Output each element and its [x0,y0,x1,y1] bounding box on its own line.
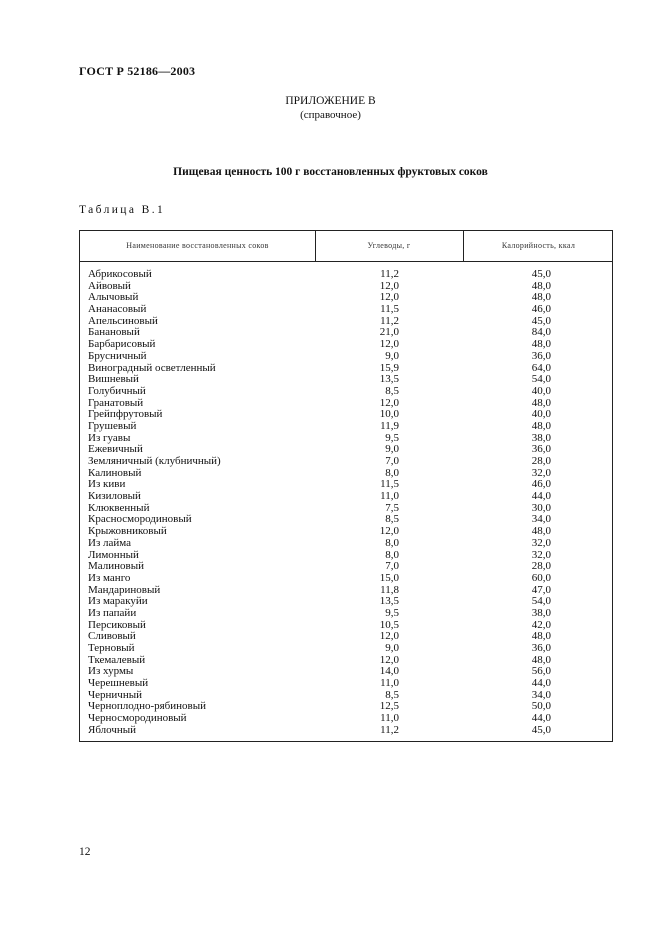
annex-subtitle: (справочное) [300,109,361,121]
calories-cell: 44,0 [531,712,551,725]
carbs-cell: 10,0 [379,408,399,421]
calories-cell: 40,0 [531,384,551,397]
juice-name-cell: Малиновый [88,560,144,573]
juice-name-cell: Голубичный [88,384,146,397]
carbs-cell: 12,0 [379,630,399,643]
juice-name-cell: Из хурмы [88,665,134,678]
juice-name-cell: Мандариновый [88,583,161,596]
juice-name-cell: Лимонный [88,548,139,561]
calories-cell: 47,0 [531,583,551,596]
section-title: Пищевая ценность 100 г восстановленных фруктовых соков [173,166,488,178]
carbs-cell: 11,2 [380,723,399,736]
juice-name-cell: Крыжовниковый [88,525,167,538]
calories-cell: 48,0 [531,653,551,666]
calories-cell: 38,0 [531,431,551,444]
juice-name-cell: Банановый [88,326,140,339]
carbs-cell: 7,0 [385,455,399,467]
juice-name-cell: Ананасовый [88,303,147,316]
carbs-cell: 8,5 [385,688,399,701]
table-row [80,491,612,503]
carbs-cell: 15,9 [379,361,399,374]
juice-name-cell: Ежевичный [88,443,143,456]
table-body [80,269,612,737]
juice-name-cell: Гранатовый [88,396,144,409]
calories-cell: 48,0 [531,396,551,409]
juice-name-cell: Из маракуйи [88,595,148,608]
carbs-cell: 9,5 [385,606,399,619]
carbs-cell: 8,0 [385,466,399,479]
calories-cell: 36,0 [531,349,551,362]
calories-cell: 64,0 [531,361,551,374]
table-row [80,269,612,281]
calories-cell: 42,0 [531,618,551,631]
carbs-cell: 9,5 [385,431,399,444]
carbs-cell: 7,0 [385,560,399,573]
carbs-cell: 12,0 [379,338,399,351]
carbs-cell: 8,0 [385,536,399,549]
carbs-cell: 8,5 [385,513,399,526]
calories-cell: 84,0 [531,326,551,339]
table-row [80,456,612,468]
juice-name-cell: Из папайи [88,606,137,619]
juice-name-cell: Красносмородиновый [88,513,192,526]
calories-cell: 48,0 [531,279,551,292]
carbs-cell: 9,0 [385,443,399,456]
table-row [80,304,612,316]
header-divider [315,231,316,261]
standard-code: ГОСТ Р 52186—2003 [79,64,196,78]
table-row [80,573,612,585]
carbs-cell: 12,0 [379,279,399,292]
header-divider [463,231,464,261]
juice-name-cell: Ткемалевый [88,653,146,666]
juice-name-cell: Барбарисовый [88,338,156,351]
page-number: 12 [79,846,91,858]
calories-cell: 48,0 [531,419,551,432]
calories-cell: 36,0 [531,642,551,654]
calories-cell: 34,0 [531,513,551,526]
carbs-cell: 11,5 [380,303,399,316]
carbs-cell: 13,5 [379,595,399,608]
table-row [80,643,612,655]
juice-name-cell: Персиковый [88,618,146,631]
calories-cell: 32,0 [531,466,551,479]
carbs-cell: 8,0 [385,548,399,561]
juice-name-cell: Терновый [88,642,135,654]
carbs-cell: 12,0 [379,396,399,409]
juice-name-cell: Из гуавы [88,431,131,444]
table-row [80,725,612,737]
carbs-cell: 13,5 [379,373,399,386]
calories-cell: 48,0 [531,525,551,538]
calories-cell: 45,0 [531,268,551,280]
carbs-cell: 21,0 [379,326,399,339]
column-header-name: Наименование восстановленных соков [126,241,269,250]
table-row [80,538,612,550]
column-header-calories: Калорийность, ккал [501,241,576,250]
juice-name-cell: Абрикосовый [88,268,152,280]
juice-name-cell: Грейпфрутовый [88,408,163,421]
calories-cell: 38,0 [531,606,551,619]
table-label: Таблица В.1 [79,204,166,216]
juice-name-cell: Сливовый [88,630,136,643]
juice-name-cell: Грушевый [88,419,137,432]
carbs-cell: 8,5 [385,384,399,397]
calories-cell: 46,0 [531,478,551,491]
carbs-cell: 12,0 [379,291,399,304]
carbs-cell: 14,0 [379,665,399,678]
calories-cell: 34,0 [531,688,551,701]
juice-name-cell: Из киви [88,478,126,491]
calories-cell: 45,0 [531,314,551,327]
calories-cell: 32,0 [531,548,551,561]
carbs-cell: 12,0 [379,653,399,666]
header-separator [80,261,612,262]
carbs-cell: 11,2 [380,314,399,327]
carbs-cell: 11,2 [380,268,399,280]
calories-cell: 36,0 [531,443,551,456]
annex-title: ПРИЛОЖЕНИЕ В [285,95,376,107]
carbs-cell: 10,5 [379,618,399,631]
carbs-cell: 9,0 [385,642,399,654]
juice-name-cell: Черешневый [88,677,149,690]
nutrition-table [79,230,613,742]
calories-cell: 48,0 [531,291,551,304]
annex-heading [0,94,661,122]
calories-cell: 60,0 [531,571,551,584]
table-row [80,678,612,690]
carbs-cell: 12,0 [379,525,399,538]
calories-cell: 54,0 [531,373,551,386]
carbs-cell: 11,0 [380,490,399,503]
calories-cell: 44,0 [531,490,551,503]
calories-cell: 50,0 [531,700,551,713]
juice-name-cell: Земляничный (клубничный) [88,455,221,467]
carbs-cell: 15,0 [379,571,399,584]
juice-name-cell: Черносмородиновый [88,712,187,725]
column-header-carbs: Углеводы, г [367,241,411,250]
carbs-cell: 11,0 [380,712,399,725]
juice-name-cell: Клюквенный [88,501,150,514]
calories-cell: 44,0 [531,677,551,690]
calories-cell: 54,0 [531,595,551,608]
carbs-cell: 11,5 [380,478,399,491]
juice-name-cell: Алычовый [88,291,139,304]
carbs-cell: 9,0 [385,349,399,362]
juice-name-cell: Виноградный осветленный [88,361,216,374]
calories-cell: 45,0 [531,723,551,736]
calories-cell: 30,0 [531,501,551,514]
carbs-cell: 11,0 [380,677,399,690]
calories-cell: 46,0 [531,303,551,316]
juice-name-cell: Черноплодно-рябиновый [88,700,207,713]
juice-name-cell: Вишневый [88,373,139,386]
juice-name-cell: Брусничный [88,349,147,362]
calories-cell: 56,0 [531,665,551,678]
table-row [80,351,612,363]
calories-cell: 48,0 [531,338,551,351]
juice-name-cell: Айвовый [88,279,131,292]
carbs-cell: 12,5 [379,700,399,713]
calories-cell: 28,0 [531,455,551,467]
carbs-cell: 11,9 [380,419,399,432]
juice-name-cell: Из лайма [88,536,132,549]
juice-name-cell: Яблочный [88,723,137,736]
table-row [80,608,612,620]
table-row [80,386,612,398]
juice-name-cell: Черничный [88,688,143,701]
carbs-cell: 11,8 [380,583,399,596]
table-row [80,421,612,433]
juice-name-cell: Из манго [88,571,131,584]
calories-cell: 48,0 [531,630,551,643]
juice-name-cell: Калиновый [88,466,142,479]
carbs-cell: 7,5 [385,501,399,514]
calories-cell: 28,0 [531,560,551,573]
calories-cell: 40,0 [531,408,551,421]
calories-cell: 32,0 [531,536,551,549]
juice-name-cell: Кизиловый [88,490,141,503]
juice-name-cell: Апельсиновый [88,314,158,327]
